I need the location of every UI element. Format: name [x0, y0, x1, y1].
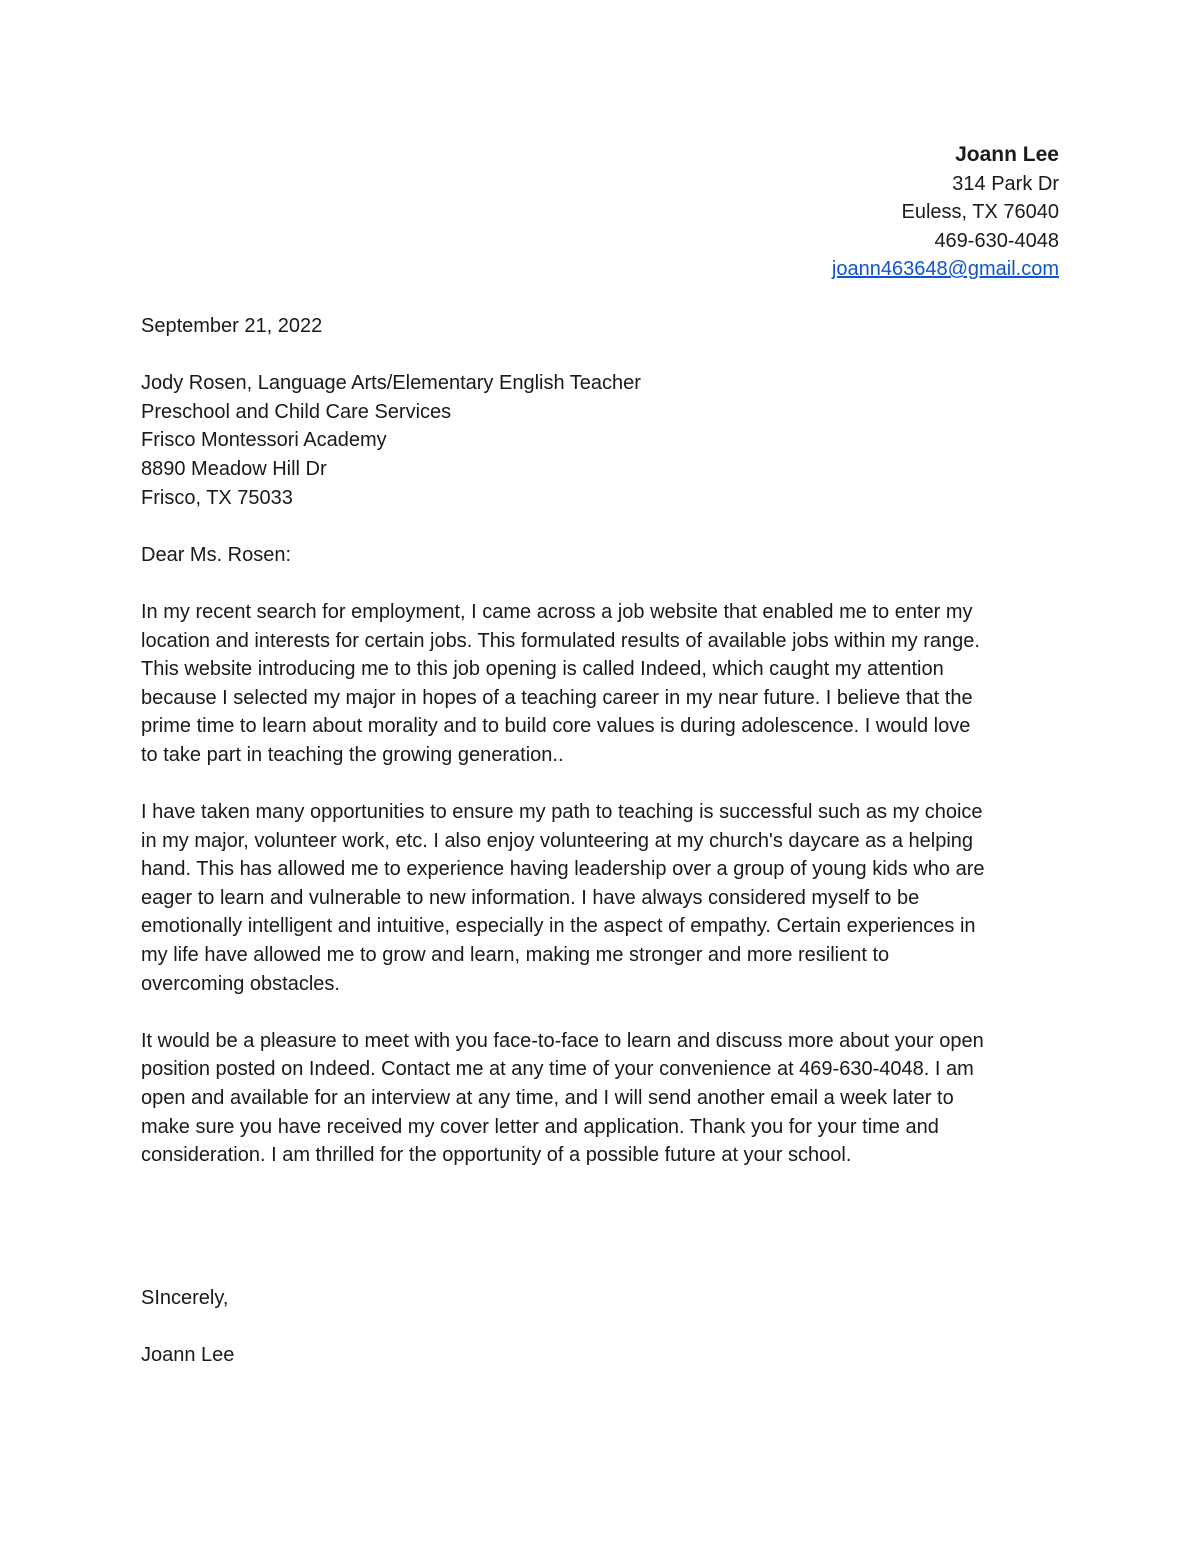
paragraph-line: open and available for an interview at any time, and I will send another email a week later to [141, 1087, 954, 1110]
recipient-line: 8890 Meadow Hill Dr [141, 457, 327, 480]
recipient-line: Frisco Montessori Academy [141, 429, 387, 452]
paragraph-line: my life have allowed me to grow and learn, making me stronger and more resilient to [141, 944, 890, 967]
recipient-line: Jody Rosen, Language Arts/Elementary English Teacher [141, 372, 641, 395]
paragraph-1 [141, 598, 1061, 770]
paragraph-line: eager to learn and vulnerable to new information. I have always considered myself to be [141, 886, 920, 909]
paragraph-line: to take part in teaching the growing generation.. [141, 743, 564, 766]
closing: SIncerely, [141, 1286, 229, 1309]
paragraph-line: make sure you have received my cover letter and application. Thank you for your time and [141, 1115, 939, 1138]
signature: Joann Lee [141, 1344, 235, 1366]
recipient-line: Preschool and Child Care Services [141, 400, 452, 423]
paragraph-line: consideration. I am thrilled for the opportunity of a possible future at your school. [141, 1144, 852, 1167]
recipient-line: Frisco, TX 75033 [141, 486, 293, 509]
paragraph-line: prime time to learn about morality and to build core values is during adolescence. I would love [141, 715, 971, 738]
paragraph-line: I have taken many opportunities to ensure my path to teaching is successful such as my choice [141, 801, 983, 824]
sender-street: 314 Park Dr [952, 172, 1059, 195]
paragraph-line: in my major, volunteer work, etc. I also enjoy volunteering at my church's daycare as a helping [141, 829, 974, 852]
sender-block [832, 141, 1059, 284]
sender-phone: 469-630-4048 [934, 229, 1059, 252]
paragraph-line: hand. This has allowed me to experience having leadership over a group of young kids who are [141, 858, 985, 881]
paragraph-2 [141, 798, 1061, 998]
letter-date: September 21, 2022 [141, 315, 323, 337]
paragraph-line: It would be a pleasure to meet with you face-to-face to learn and discuss more about your open [141, 1029, 984, 1052]
recipient-block [141, 369, 1061, 512]
paragraph-3 [141, 1027, 1061, 1170]
sender-name: Joann Lee [955, 143, 1059, 166]
paragraph-line: position posted on Indeed. Contact me at any time of your convenience at 469-630-4048. I am [141, 1058, 974, 1081]
salutation: Dear Ms. Rosen: [141, 543, 292, 566]
letter-body [141, 312, 1061, 1370]
paragraph-line: In my recent search for employment, I came across a job website that enabled me to enter my [141, 600, 973, 623]
sender-city: Euless, TX 76040 [901, 201, 1059, 224]
paragraph-line: location and interests for certain jobs. This formulated results of available jobs within my range. [141, 629, 980, 652]
paragraph-line: This website introducing me to this job opening is called Indeed, which caught my attention [141, 658, 944, 681]
paragraph-line: overcoming obstacles. [141, 972, 340, 995]
paragraph-line: emotionally intelligent and intuitive, especially in the aspect of empathy. Certain experiences in [141, 915, 976, 938]
sender-email-link[interactable]: joann463648@gmail.com [831, 258, 1059, 281]
paragraph-line: because I selected my major in hopes of a teaching career in my near future. I believe that the [141, 686, 973, 709]
